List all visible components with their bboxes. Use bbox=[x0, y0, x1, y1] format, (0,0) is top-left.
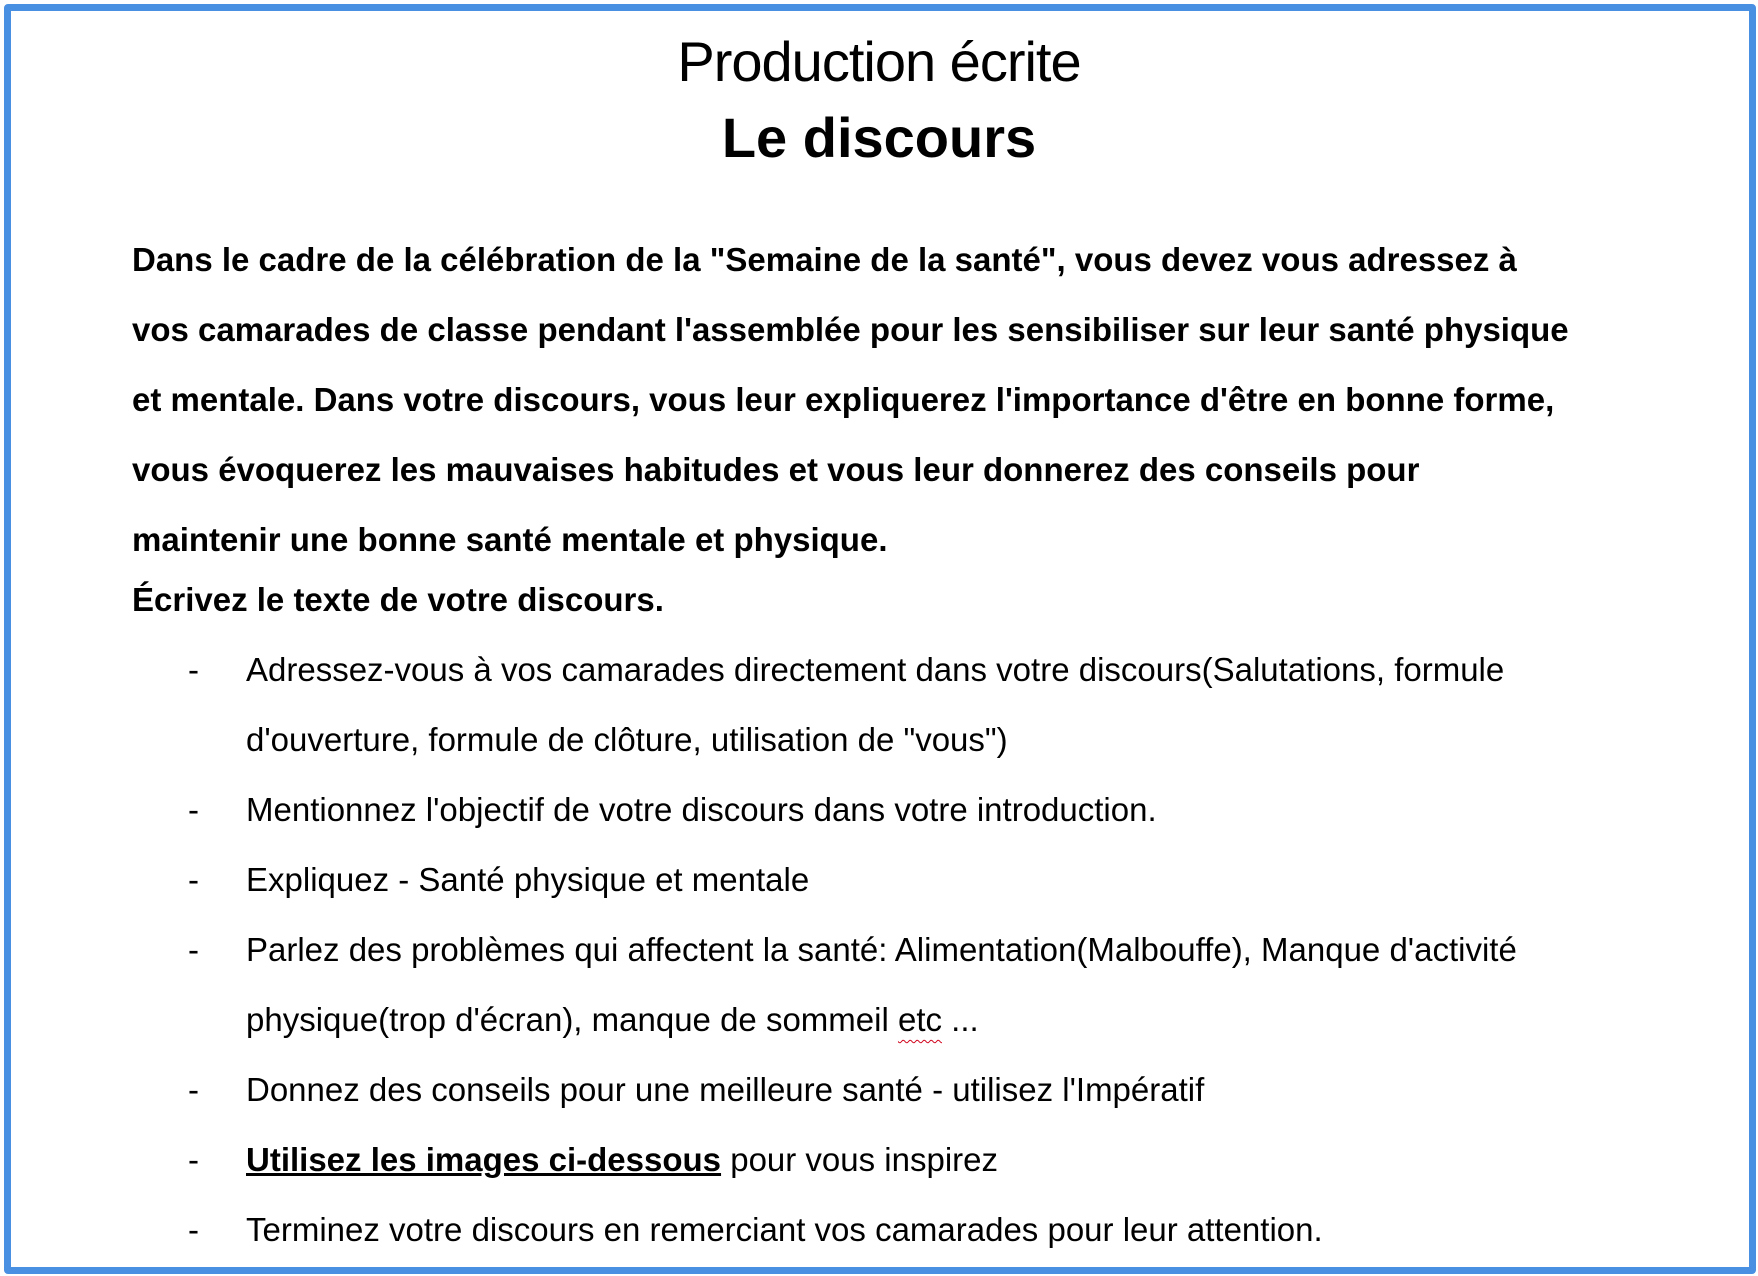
list-item bbox=[0, 1055, 1758, 1125]
list-item-text: Terminez votre discours en remerciant vos camarades pour leur attention. bbox=[246, 1211, 1323, 1248]
underlined-emphasis: Utilisez les images ci-dessous bbox=[246, 1141, 722, 1178]
list-item bbox=[0, 915, 1758, 1055]
list-item-text-after: ... bbox=[942, 1001, 979, 1038]
bullet-dash: - bbox=[188, 1141, 199, 1178]
list-item bbox=[0, 845, 1758, 915]
page-title: Production écrite bbox=[677, 30, 1081, 93]
list-item-text: Adressez-vous à vos camarades directement dans votre discours(Salutations, formule d'ouverture, formule de clôture, utilisation de "vous") bbox=[246, 651, 1505, 758]
list-item bbox=[0, 1125, 1758, 1195]
list-item-text: Donnez des conseils pour une meilleure santé - utilisez l'Impératif bbox=[246, 1071, 1205, 1108]
bullet-dash: - bbox=[188, 651, 199, 688]
list-item-text: pour vous inspirez bbox=[721, 1141, 999, 1178]
guideline-list bbox=[0, 635, 1758, 1265]
bullet-dash: - bbox=[188, 931, 199, 968]
page-subtitle: Le discours bbox=[721, 106, 1037, 169]
assignment-prompt: Dans le cadre de la célébration de la "Semaine de la santé", vous devez vous adressez à vos camarades de classe pendant l'assemblée pour les sensibiliser sur leur santé physique et mentale. Dans votre discours, vous leur expliquerez l'importance d'être en bonne forme, vous évoquerez les mauvaises habitudes et vous leur donnerez des conseils pour maintenir une bonne santé mentale et physique. bbox=[132, 241, 1569, 558]
spellcheck-flagged-word: etc bbox=[897, 1001, 942, 1038]
list-item-text: Mentionnez l'objectif de votre discours dans votre introduction. bbox=[246, 791, 1157, 828]
bullet-dash: - bbox=[188, 861, 199, 898]
list-item bbox=[0, 775, 1758, 845]
list-item-text: Expliquez - Santé physique et mentale bbox=[246, 861, 810, 898]
list-item bbox=[0, 1195, 1758, 1265]
bullet-dash: - bbox=[188, 1211, 199, 1248]
list-item-text: Parlez des problèmes qui affectent la santé: Alimentation(Malbouffe), Manque d'activité physique(trop d'écran), manque de sommeil bbox=[246, 931, 1517, 1038]
bullet-dash: - bbox=[188, 1071, 199, 1108]
list-item bbox=[0, 635, 1758, 775]
bullet-dash: - bbox=[188, 791, 199, 828]
assignment-instruction: Écrivez le texte de votre discours. bbox=[132, 581, 664, 618]
